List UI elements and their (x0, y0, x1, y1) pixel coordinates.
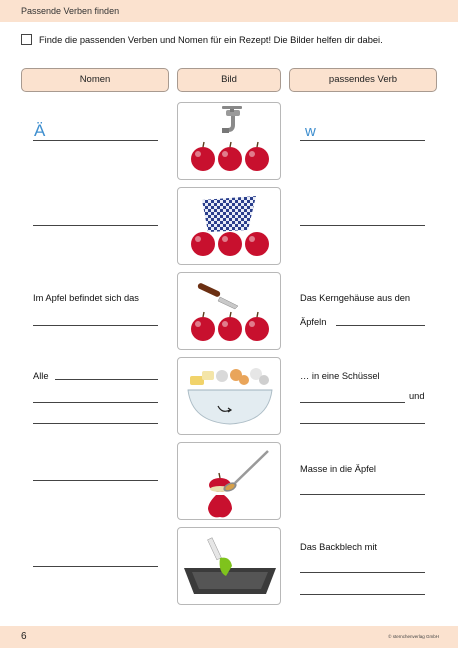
answer-line[interactable] (33, 325, 158, 326)
image-cloth-apples (177, 187, 281, 265)
column-header-verb: passendes Verb (289, 68, 437, 92)
verb-prompt: Das Kerngehäuse aus den (300, 293, 411, 303)
page-title: Passende Verben finden (21, 6, 120, 16)
answer-line[interactable] (33, 423, 158, 424)
task-checkbox[interactable] (21, 34, 32, 45)
copyright-notice: © sternchenverlag GmbH (388, 634, 439, 639)
verb-prompt: Das Backblech mit (300, 542, 377, 552)
answer-line[interactable] (300, 423, 425, 424)
answer-line[interactable] (300, 572, 425, 573)
answer-line[interactable] (33, 140, 158, 141)
answer-line[interactable] (336, 325, 425, 326)
nomen-hint-letter: Ä (34, 121, 46, 140)
verb-hint-letter: w (305, 123, 316, 140)
answer-line[interactable] (300, 225, 425, 226)
verb-prompt: Äpfeln (300, 317, 327, 327)
image-faucet-apples (177, 102, 281, 180)
verb-prompt: und (409, 391, 425, 401)
answer-line[interactable] (300, 402, 405, 403)
verb-prompt: Masse in die Äpfel (300, 464, 376, 474)
task-text: Finde die passenden Verben und Nomen für ein Rezept! Die Bilder helfen dir dabei. (39, 35, 383, 45)
answer-line[interactable] (33, 480, 158, 481)
nomen-prompt: Alle (33, 371, 49, 381)
page-number: 6 (21, 631, 27, 642)
answer-line[interactable] (33, 402, 158, 403)
header-bar (0, 0, 458, 22)
column-header-bild: Bild (177, 68, 281, 92)
answer-line[interactable] (300, 140, 425, 141)
image-bowl-mixing (177, 357, 281, 435)
verb-prompt: … in eine Schüssel (300, 371, 380, 381)
nomen-prompt: Im Apfel befindet sich das (33, 293, 139, 303)
image-spoon-apple (177, 442, 281, 520)
column-header-nomen: Nomen (21, 68, 169, 92)
answer-line[interactable] (300, 594, 425, 595)
task-instruction (0, 22, 458, 60)
answer-line[interactable] (33, 225, 158, 226)
answer-line[interactable] (33, 566, 158, 567)
answer-line[interactable] (300, 494, 425, 495)
image-brush-tray (177, 527, 281, 605)
footer-bar (0, 626, 458, 648)
answer-line[interactable] (55, 379, 158, 380)
image-knife-apples (177, 272, 281, 350)
